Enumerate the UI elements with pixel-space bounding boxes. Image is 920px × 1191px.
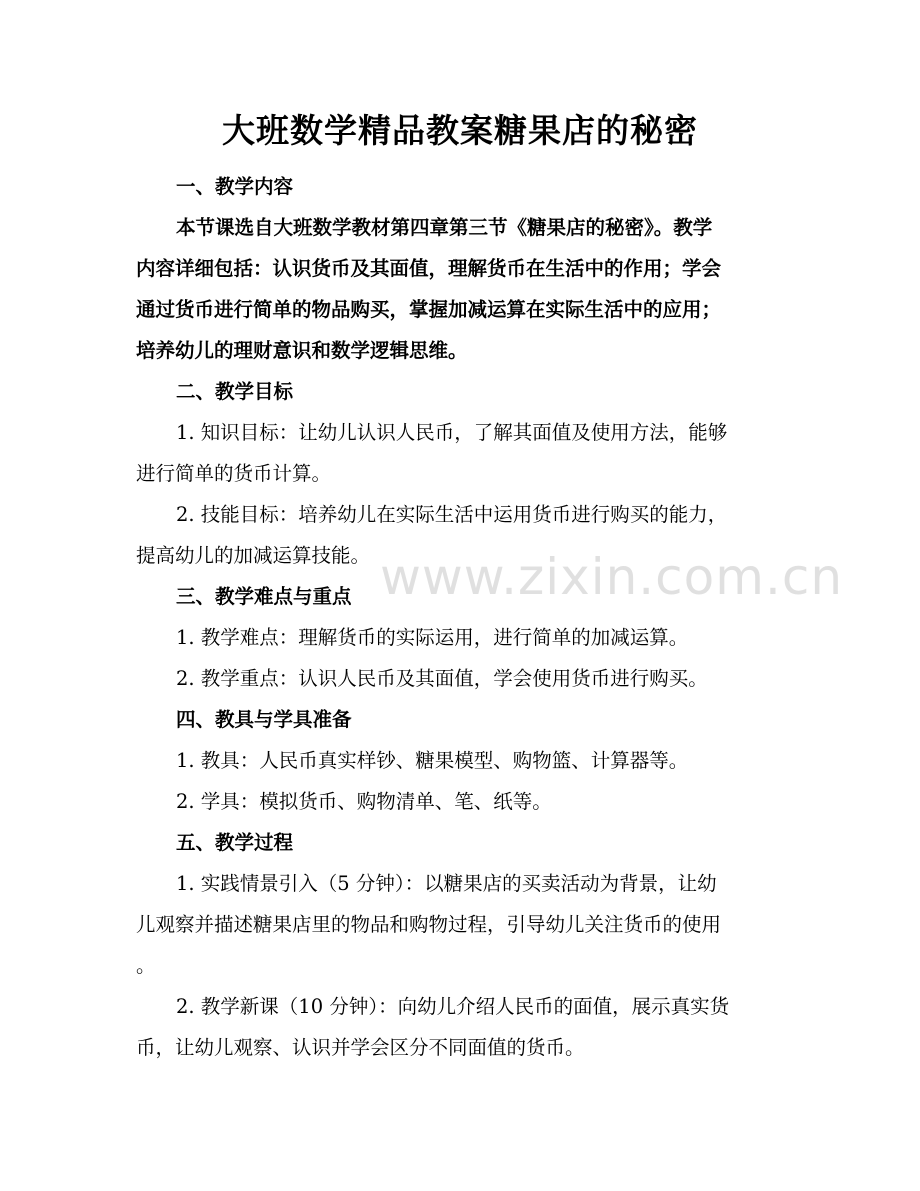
paragraph-line: 进行简单的货币计算。	[136, 462, 332, 485]
paragraph-line: 1. 知识目标：让幼儿认识人民币，了解其面值及使用方法，能够	[176, 421, 728, 444]
paragraph-line: 内容详细包括：认识货币及其面值，理解货币在生活中的作用；学会	[136, 257, 722, 280]
paragraph-line: 2. 技能目标：培养幼儿在实际生活中运用货币进行购买的能力，	[176, 503, 728, 526]
paragraph-line: 培养幼儿的理财意识和数学逻辑思维。	[136, 339, 468, 362]
paragraph-line: 提高幼儿的加减运算技能。	[136, 544, 371, 567]
paragraph-line: 通过货币进行简单的物品购买，掌握加减运算在实际生活中的应用；	[136, 298, 722, 321]
heading-teaching-goals: 二、教学目标	[176, 380, 294, 403]
paragraph-line: 本节课选自大班数学教材第四章第三节《糖果店的秘密》。教学	[176, 216, 713, 239]
heading-teaching-content: 一、教学内容	[176, 175, 294, 198]
paragraph-line: 1. 教学难点：理解货币的实际运用，进行简单的加减运算。	[176, 626, 689, 649]
paragraph-line: 2. 学具：模拟货币、购物清单、笔、纸等。	[176, 790, 552, 813]
document-title: 大班数学精品教案糖果店的秘密	[222, 111, 698, 150]
heading-difficulty-focus: 三、教学难点与重点	[176, 585, 352, 608]
paragraph-line: 儿观察并描述糖果店里的物品和购物过程，引导幼儿关注货币的使用	[136, 913, 722, 936]
paragraph-line: 。	[136, 954, 156, 977]
paragraph-line: 2. 教学新课（10 分钟）：向幼儿介绍人民币的面值，展示真实货	[176, 995, 730, 1018]
paragraph-line: 2. 教学重点：认识人民币及其面值，学会使用货币进行购买。	[176, 667, 708, 690]
paragraph-line: 币，让幼儿观察、认识并学会区分不同面值的货币。	[136, 1036, 585, 1059]
heading-materials: 四、教具与学具准备	[176, 708, 352, 731]
watermark: www.zixin.com.cn	[380, 548, 844, 606]
heading-teaching-process: 五、教学过程	[176, 831, 294, 854]
paragraph-line: 1. 实践情景引入（5 分钟）：以糖果店的买卖活动为背景，让幼	[176, 872, 717, 895]
paragraph-line: 1. 教具：人民币真实样钞、糖果模型、购物篮、计算器等。	[176, 749, 689, 772]
